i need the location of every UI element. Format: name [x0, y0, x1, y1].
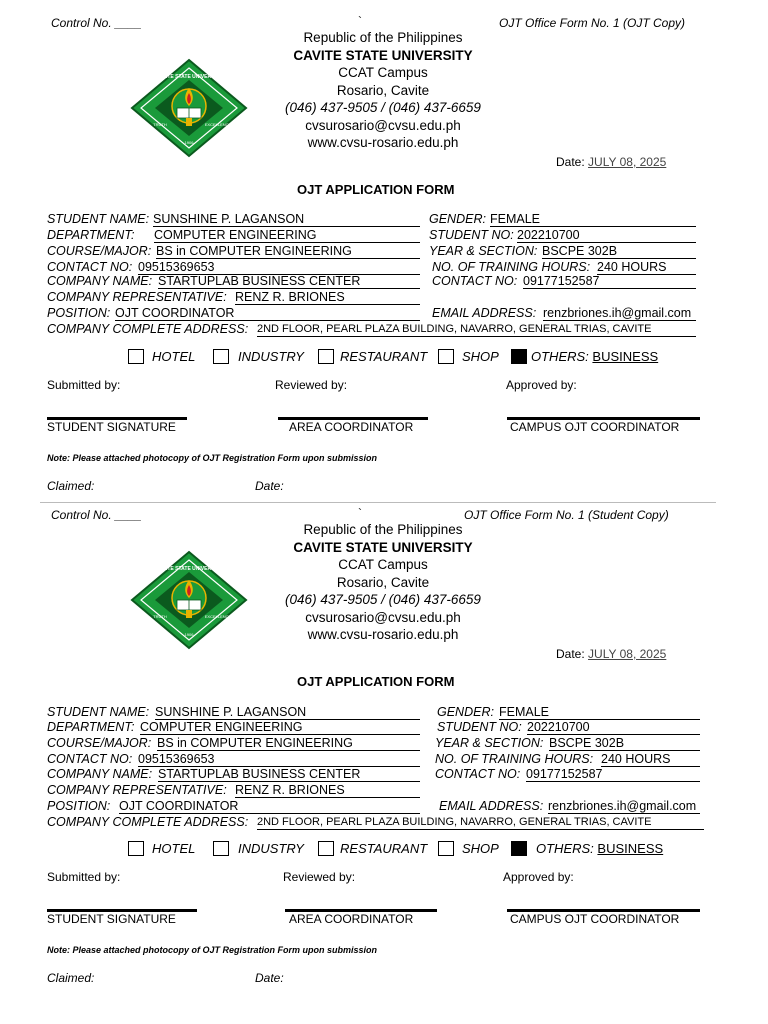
- form-title: OJT APPLICATION FORM: [297, 182, 455, 197]
- student-number-label: STUDENT NO:: [437, 720, 522, 734]
- training-hours-field[interactable]: 240 HOURS: [597, 260, 667, 274]
- svg-text:CAVITE STATE UNIVERSITY: CAVITE STATE UNIVERSITY: [155, 566, 223, 572]
- others-checkbox[interactable]: [511, 349, 527, 364]
- republic-text: Republic of the Philippines: [303, 522, 463, 537]
- company-representative-underline: [235, 304, 420, 305]
- department-label: DEPARTMENT:: [47, 720, 135, 734]
- phone-numbers: (046) 437-9505 / (046) 437-6659: [285, 592, 481, 607]
- email-address-underline: [548, 813, 700, 814]
- gender-label: GENDER:: [437, 705, 494, 719]
- course-major-label: COURSE/MAJOR:: [47, 244, 152, 258]
- year-section-underline: [549, 750, 700, 751]
- shop-label: SHOP: [462, 841, 499, 856]
- company-name-label: COMPANY NAME:: [47, 767, 153, 781]
- contact-number-field[interactable]: 09515369653: [138, 752, 215, 766]
- svg-text:CAVITE STATE UNIVERSITY: CAVITE STATE UNIVERSITY: [155, 74, 223, 80]
- phone-numbers: (046) 437-9505 / (046) 437-6659: [285, 100, 481, 115]
- others-value: BUSINESS: [592, 349, 659, 364]
- email-address-field[interactable]: renzbriones.ih@gmail.com: [548, 799, 697, 813]
- header-block: [283, 521, 483, 644]
- reviewed-by-label: Reviewed by:: [283, 870, 356, 884]
- campus-location: Rosario, Cavite: [336, 82, 430, 98]
- position-underline: [115, 320, 420, 321]
- university-website: www.cvsu-rosario.edu.ph: [307, 135, 459, 150]
- submission-note: Note: Please attached photocopy of OJT Registration Form upon submission: [47, 453, 378, 463]
- submitted-by-label: Submitted by:: [47, 870, 121, 884]
- campus-location: Rosario, Cavite: [336, 574, 430, 590]
- year-section-field[interactable]: BSCPE 302B: [549, 736, 625, 750]
- company-representative-field[interactable]: RENZ R. BRIONES: [235, 290, 345, 304]
- position-label: POSITION:: [47, 799, 111, 813]
- company-address-underline: [257, 829, 704, 830]
- hotel-checkbox[interactable]: [128, 349, 144, 364]
- tick-mark: `: [358, 14, 362, 28]
- company-contact-underline: [523, 288, 696, 289]
- form-date: Date: JULY 08, 2025: [556, 155, 667, 169]
- gender-underline: [490, 226, 696, 227]
- training-hours-field[interactable]: 240 HOURS: [601, 752, 671, 766]
- control-number: Control No. ____: [51, 16, 142, 30]
- others-checkbox[interactable]: [511, 841, 527, 856]
- student-name-label: STUDENT NAME:: [47, 212, 150, 226]
- form-copy-ojt: [0, 0, 768, 500]
- reviewed-by-label: Reviewed by:: [275, 378, 348, 392]
- position-underline: [119, 813, 420, 814]
- company-representative-label: COMPANY REPRESENTATIVE:: [47, 783, 227, 797]
- company-address-field[interactable]: 2ND FLOOR, PEARL PLAZA BUILDING, NAVARRO, GENERAL TRIAS, CAVITE: [257, 323, 652, 335]
- department-underline: [140, 734, 420, 735]
- company-address-underline: [257, 336, 696, 337]
- approved-by-label: Approved by:: [506, 378, 577, 392]
- claimed-date-label: Date:: [255, 971, 284, 985]
- industry-checkbox[interactable]: [213, 841, 229, 856]
- position-label: POSITION:: [47, 306, 111, 320]
- student-number-field[interactable]: 202210700: [517, 228, 580, 242]
- company-contact-label: CONTACT NO:: [435, 767, 521, 781]
- claimed-label: Claimed:: [47, 971, 95, 985]
- student-name-field[interactable]: SUNSHINE P. LAGANSON: [153, 212, 305, 226]
- industry-checkbox[interactable]: [213, 349, 229, 364]
- university-seal-icon: [130, 58, 248, 158]
- gender-field[interactable]: FEMALE: [499, 705, 550, 719]
- company-name-underline: [158, 288, 420, 289]
- company-address-field[interactable]: 2ND FLOOR, PEARL PLAZA BUILDING, NAVARRO, GENERAL TRIAS, CAVITE: [257, 816, 652, 828]
- company-representative-label: COMPANY REPRESENTATIVE:: [47, 290, 227, 304]
- email-address-label: EMAIL ADDRESS:: [432, 306, 537, 320]
- restaurant-checkbox[interactable]: [318, 841, 334, 856]
- campus-coordinator-label: CAMPUS OJT COORDINATOR: [510, 420, 680, 434]
- campus-name: CCAT Campus: [338, 65, 428, 80]
- student-signature-label: STUDENT SIGNATURE: [47, 912, 176, 926]
- year-section-underline: [542, 258, 696, 259]
- department-label: DEPARTMENT:: [47, 228, 135, 242]
- university-email: cvsurosario@cvsu.edu.ph: [305, 609, 461, 625]
- form-date: Date: JULY 08, 2025: [556, 647, 667, 661]
- form-title: OJT APPLICATION FORM: [297, 674, 455, 689]
- shop-checkbox[interactable]: [438, 349, 454, 364]
- company-contact-underline: [526, 781, 700, 782]
- course-major-underline: [157, 750, 420, 751]
- hotel-label: HOTEL: [152, 841, 196, 856]
- restaurant-checkbox[interactable]: [318, 349, 334, 364]
- position-field[interactable]: OJT COORDINATOR: [119, 799, 239, 813]
- university-name: CAVITE STATE UNIVERSITY: [293, 47, 473, 63]
- svg-text:1906: 1906: [184, 140, 194, 145]
- student-number-field[interactable]: 202210700: [527, 720, 590, 734]
- training-hours-label: NO. OF TRAINING HOURS:: [432, 260, 591, 274]
- company-name-field[interactable]: STARTUPLAB BUSINESS CENTER: [158, 274, 361, 288]
- training-hours-underline: [601, 766, 700, 767]
- year-section-label: YEAR & SECTION:: [429, 244, 538, 258]
- approved-by-label: Approved by:: [503, 870, 574, 884]
- campus-coordinator-label: CAMPUS OJT COORDINATOR: [510, 912, 680, 926]
- student-name-label: STUDENT NAME:: [47, 705, 150, 719]
- area-coordinator-label: AREA COORDINATOR: [289, 912, 414, 926]
- form-number: OJT Office Form No. 1 (OJT Copy): [499, 16, 686, 30]
- form-copy-student: [0, 492, 768, 992]
- republic-text: Republic of the Philippines: [303, 30, 463, 45]
- email-address-underline: [543, 320, 696, 321]
- svg-text:EXCELLENCE: EXCELLENCE: [204, 614, 232, 619]
- hotel-label: HOTEL: [152, 349, 196, 364]
- year-section-label: YEAR & SECTION:: [435, 736, 544, 750]
- hotel-checkbox[interactable]: [128, 841, 144, 856]
- industry-label: INDUSTRY: [238, 349, 304, 364]
- department-field[interactable]: COMPUTER ENGINEERING: [154, 228, 317, 242]
- page-divider: [40, 502, 716, 503]
- tick-mark: `: [358, 506, 362, 520]
- contact-number-field[interactable]: 09515369653: [138, 260, 215, 274]
- training-hours-label: NO. OF TRAINING HOURS:: [435, 752, 594, 766]
- form-number: OJT Office Form No. 1 (Student Copy): [464, 508, 669, 522]
- claimed-date-label: Date:: [255, 479, 284, 493]
- student-name-field[interactable]: SUNSHINE P. LAGANSON: [155, 705, 307, 719]
- course-major-field[interactable]: BS in COMPUTER ENGINEERING: [156, 244, 352, 258]
- company-representative-field[interactable]: RENZ R. BRIONES: [235, 783, 345, 797]
- course-major-underline: [156, 258, 420, 259]
- company-contact-label: CONTACT NO:: [432, 274, 518, 288]
- student-number-label: STUDENT NO:: [429, 228, 514, 242]
- restaurant-label: RESTAURANT: [340, 841, 428, 856]
- student-signature-label: STUDENT SIGNATURE: [47, 420, 176, 434]
- university-email: cvsurosario@cvsu.edu.ph: [305, 117, 461, 133]
- university-website: www.cvsu-rosario.edu.ph: [307, 627, 459, 642]
- university-name: CAVITE STATE UNIVERSITY: [293, 539, 473, 555]
- company-contact-field[interactable]: 09177152587: [526, 767, 603, 781]
- svg-text:1906: 1906: [184, 632, 194, 637]
- university-seal-icon: [130, 550, 248, 650]
- company-name-underline: [158, 781, 420, 782]
- submitted-by-label: Submitted by:: [47, 378, 121, 392]
- course-major-label: COURSE/MAJOR:: [47, 736, 152, 750]
- contact-number-label: CONTACT NO:: [47, 752, 133, 766]
- area-coordinator-label: AREA COORDINATOR: [289, 420, 414, 434]
- student-number-underline: [517, 242, 696, 243]
- company-name-field[interactable]: STARTUPLAB BUSINESS CENTER: [158, 767, 361, 781]
- control-number: Control No. ____: [51, 508, 142, 522]
- training-hours-underline: [597, 274, 696, 275]
- course-major-field[interactable]: BS in COMPUTER ENGINEERING: [157, 736, 353, 750]
- position-field[interactable]: OJT COORDINATOR: [115, 306, 235, 320]
- student-name-underline: [153, 226, 420, 227]
- company-representative-underline: [235, 797, 420, 798]
- contact-number-label: CONTACT NO:: [47, 260, 133, 274]
- company-address-label: COMPANY COMPLETE ADDRESS:: [47, 322, 249, 336]
- email-address-label: EMAIL ADDRESS:: [439, 799, 544, 813]
- industry-label: INDUSTRY: [238, 841, 304, 856]
- student-number-underline: [527, 734, 700, 735]
- header-block: [283, 29, 483, 152]
- submission-note: Note: Please attached photocopy of OJT Registration Form upon submission: [47, 945, 378, 955]
- date-value: JULY 08, 2025: [588, 647, 667, 661]
- others-value: BUSINESS: [597, 841, 664, 856]
- restaurant-label: RESTAURANT: [340, 349, 428, 364]
- company-contact-field[interactable]: 09177152587: [523, 274, 600, 288]
- svg-text:TRUTH: TRUTH: [153, 122, 167, 127]
- campus-name: CCAT Campus: [338, 557, 428, 572]
- claimed-label: Claimed:: [47, 479, 95, 493]
- others-label: OTHERS: BUSINESS: [536, 841, 664, 856]
- email-address-field[interactable]: renzbriones.ih@gmail.com: [543, 306, 692, 320]
- department-field[interactable]: COMPUTER ENGINEERING: [140, 720, 303, 734]
- department-underline: [154, 242, 420, 243]
- gender-label: GENDER:: [429, 212, 486, 226]
- gender-field[interactable]: FEMALE: [490, 212, 541, 226]
- others-label: OTHERS: BUSINESS: [531, 349, 659, 364]
- category-checkboxes: [0, 349, 768, 367]
- svg-text:EXCELLENCE: EXCELLENCE: [204, 122, 232, 127]
- shop-checkbox[interactable]: [438, 841, 454, 856]
- date-value: JULY 08, 2025: [588, 155, 667, 169]
- shop-label: SHOP: [462, 349, 499, 364]
- company-address-label: COMPANY COMPLETE ADDRESS:: [47, 815, 249, 829]
- category-checkboxes: [0, 841, 768, 859]
- svg-text:TRUTH: TRUTH: [153, 614, 167, 619]
- year-section-field[interactable]: BSCPE 302B: [542, 244, 618, 258]
- company-name-label: COMPANY NAME:: [47, 274, 153, 288]
